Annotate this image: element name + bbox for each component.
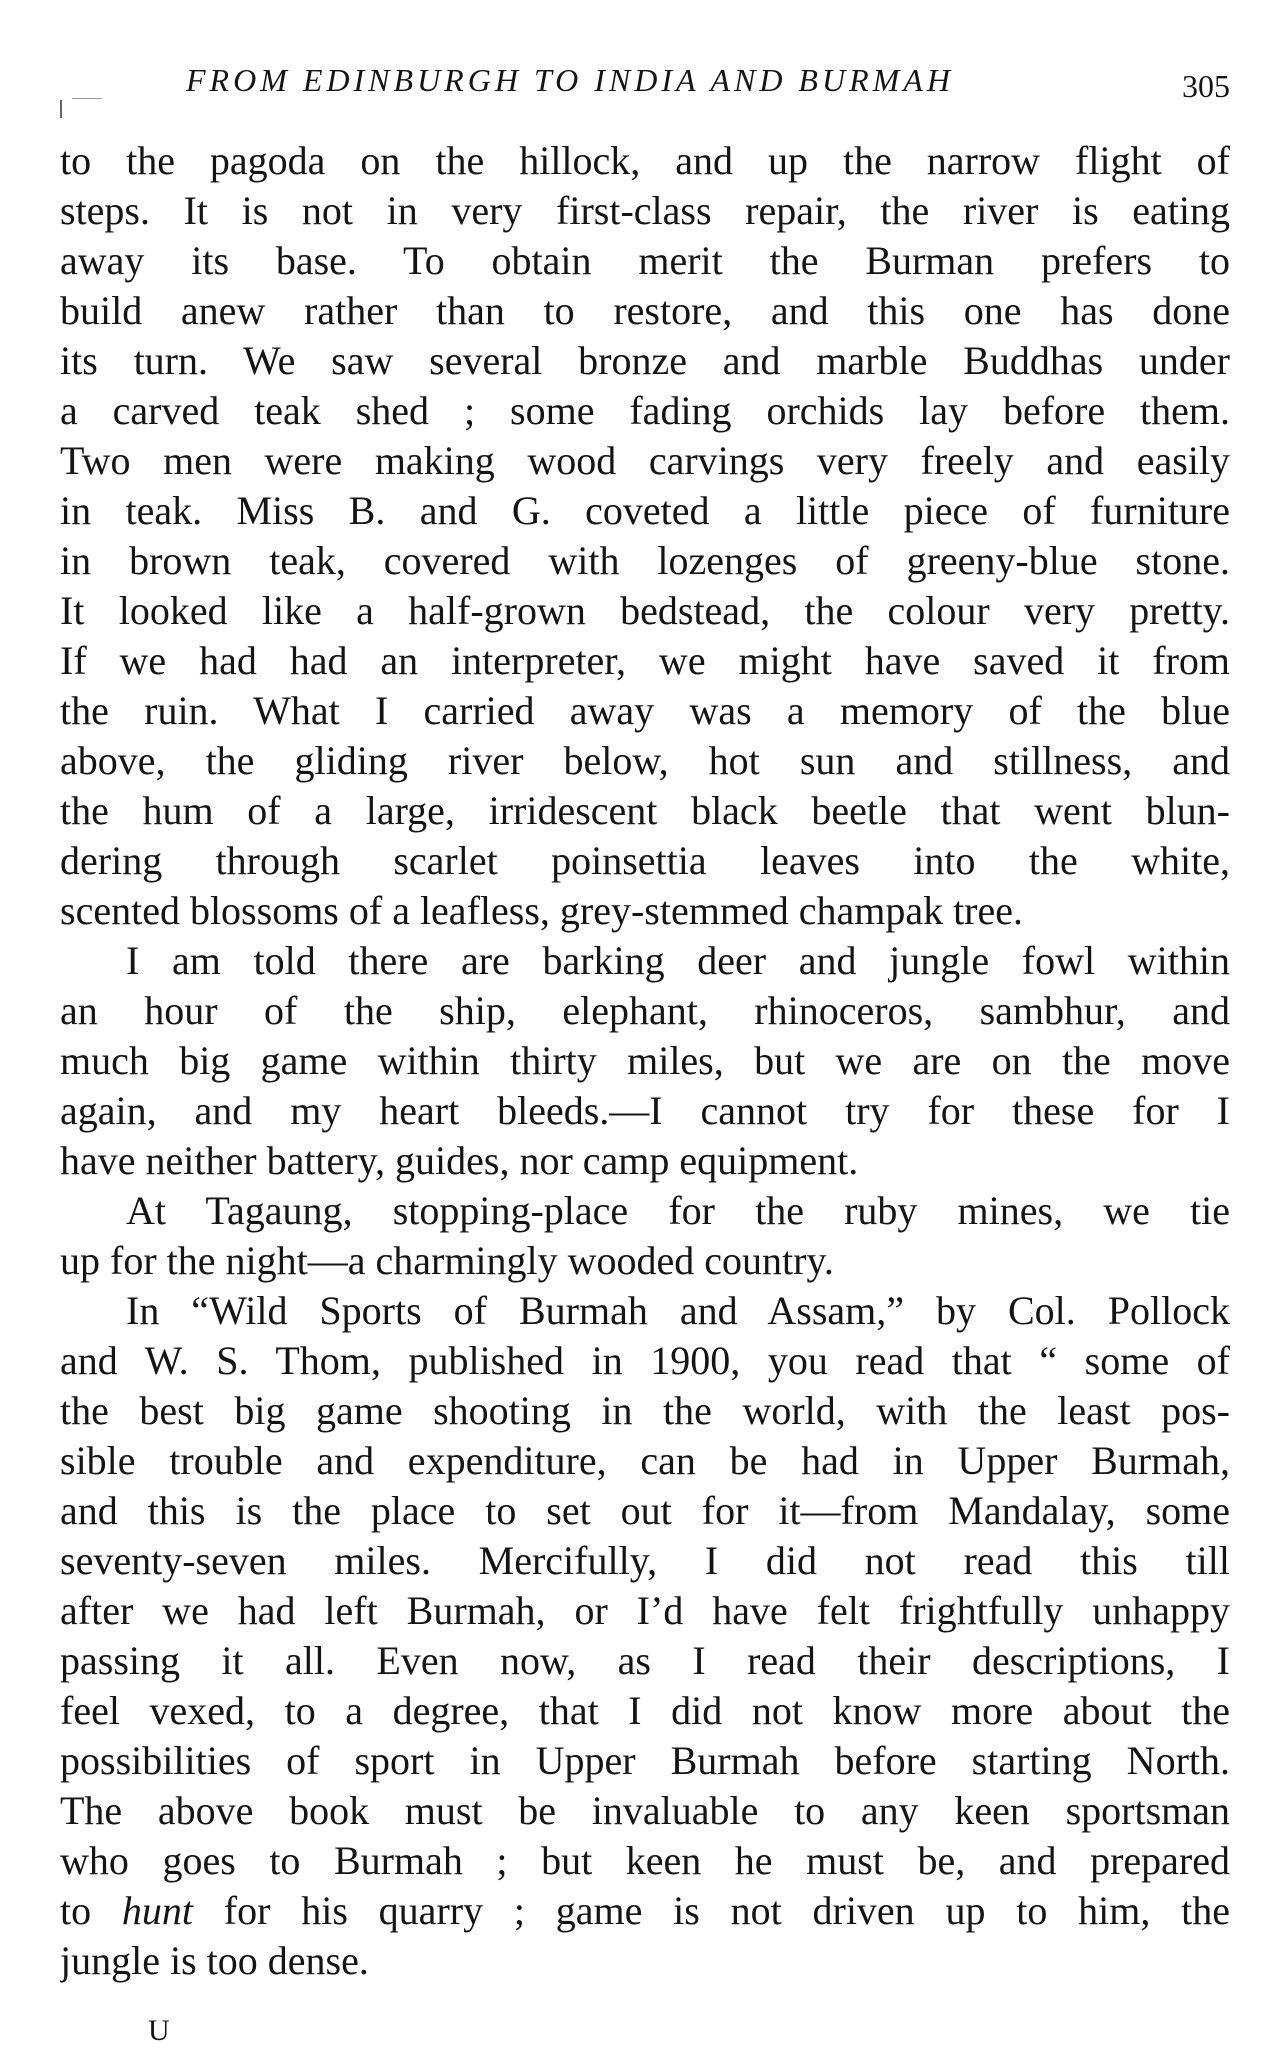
text-line: again, and my heart bleeds.—I cannot try for these for I [60, 1088, 1230, 1133]
text-line: passing it all. Even now, as I read their descriptions, I [60, 1638, 1230, 1683]
running-title: FROM EDINBURGH TO INDIA AND BURMAH [186, 62, 954, 98]
text-line: seventy-seven miles. Mercifully, I did not read this till [60, 1538, 1230, 1583]
text-line: possibilities of sport in Upper Burmah before starting North. [60, 1738, 1230, 1783]
text-line: If we had had an interpreter, we might have saved it from [60, 638, 1230, 683]
text-line: have neither battery, guides, nor camp equipment. [60, 1138, 859, 1183]
italic-word: hunt [121, 1888, 194, 1933]
text-line: the ruin. What I carried away was a memory of the blue [60, 688, 1230, 733]
text-line: who goes to Burmah ; but keen he must be, and prepared [60, 1838, 1230, 1883]
page-number: 305 [1182, 68, 1230, 104]
text-line: and this is the place to set out for it—from Mandalay, some [60, 1488, 1230, 1533]
text-line: in teak. Miss B. and G. coveted a little piece of furniture [60, 488, 1230, 533]
text-line: scented blossoms of a leafless, grey-stemmed champak tree. [60, 888, 1024, 933]
text-line: up for the night—a charmingly wooded country. [60, 1238, 834, 1283]
text-line: It looked like a half-grown bedstead, the colour very pretty. [60, 588, 1230, 633]
text-line: a carved teak shed ; some fading orchids lay before them. [60, 388, 1230, 433]
text-line: its turn. We saw several bronze and marble Buddhas under [60, 338, 1230, 383]
text-line: after we had left Burmah, or I’d have felt frightfully unhappy [60, 1588, 1230, 1633]
text-line: steps. It is not in very first-class repair, the river is eating [60, 188, 1230, 233]
text-line: the best big game shooting in the world, with the least pos- [60, 1388, 1230, 1433]
margin-mark-dash [72, 98, 102, 99]
text-line: Two men were making wood carvings very freely and easily [60, 438, 1230, 483]
signature-mark: U [148, 2014, 170, 2047]
text-line: In “Wild Sports of Burmah and Assam,” by Col. Pollock [126, 1288, 1230, 1333]
body-text [60, 136, 1230, 1986]
text-line: dering through scarlet poinsettia leaves into the white, [60, 838, 1230, 883]
margin-mark [60, 100, 62, 118]
text-line: in brown teak, covered with lozenges of greeny-blue stone. [60, 538, 1230, 583]
text-line: sible trouble and expenditure, can be had in Upper Burmah, [60, 1438, 1230, 1483]
text-line: much big game within thirty miles, but we are on the move [60, 1038, 1230, 1083]
text-line-rest: for his quarry ; game is not driven up to him, the [193, 1888, 1230, 1933]
text-line: above, the gliding river below, hot sun and stillness, and [60, 738, 1230, 783]
text-line: At Tagaung, stopping-place for the ruby mines, we tie [126, 1188, 1230, 1233]
text-line: an hour of the ship, elephant, rhinoceros, sambhur, and [60, 988, 1230, 1033]
text-line-start: to [60, 1888, 122, 1933]
text-line: jungle is too dense. [60, 1938, 369, 1983]
text-line: I am told there are barking deer and jungle fowl within [126, 938, 1230, 983]
text-line: the hum of a large, irridescent black beetle that went blun- [60, 788, 1230, 833]
running-head [60, 62, 1230, 112]
text-line: to the pagoda on the hillock, and up the narrow flight of [60, 138, 1230, 183]
text-line-with-italic [60, 1886, 1230, 1936]
text-line: feel vexed, to a degree, that I did not know more about the [60, 1688, 1230, 1733]
text-line: build anew rather than to restore, and this one has done [60, 288, 1230, 333]
text-line: The above book must be invaluable to any keen sportsman [60, 1788, 1230, 1833]
text-line: away its base. To obtain merit the Burman prefers to [60, 238, 1230, 283]
text-line: and W. S. Thom, published in 1900, you read that “ some of [60, 1338, 1230, 1383]
